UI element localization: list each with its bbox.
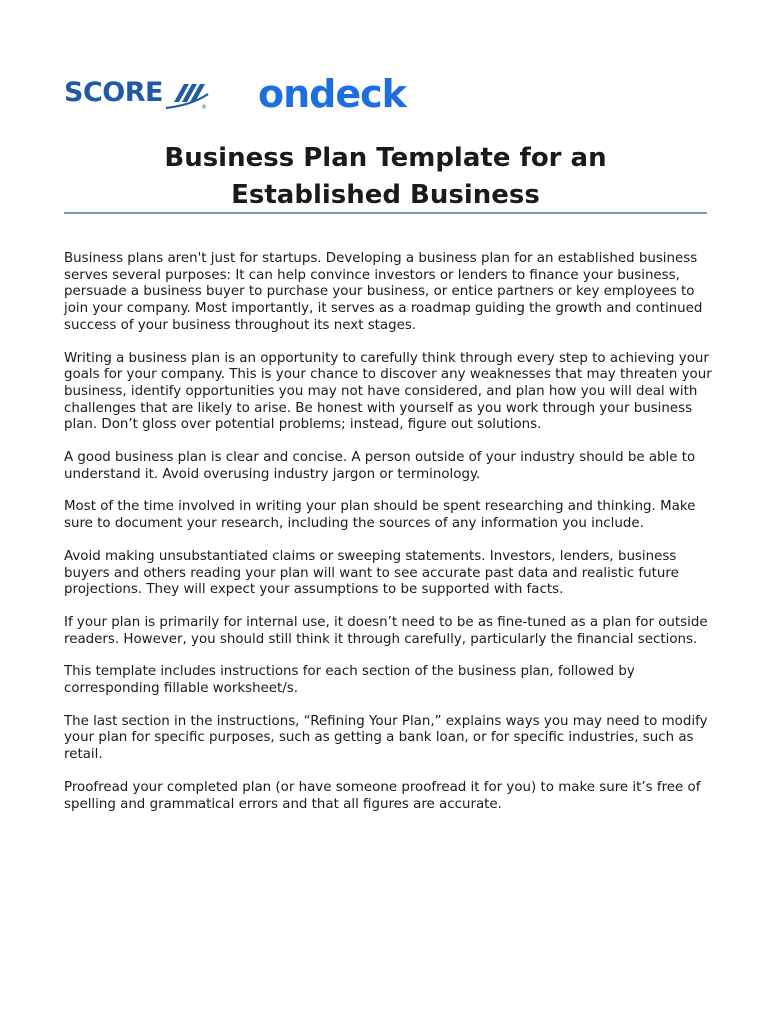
page-title xyxy=(64,140,707,214)
paragraph: A good business plan is clear and concise. A person outside of your industry should be able to understand it. Avoid overusing industry jargon or terminology. xyxy=(64,450,696,482)
title-divider xyxy=(64,212,707,214)
paragraph: Writing a business plan is an opportunity to carefully think through every step to achieving your goals for your company. This is your chance to discover any weaknesses that may threaten your business, identify opportunities you may not have considered, and plan how you will deal with challenges that are likely to arise. Be honest with yourself as you work through your business plan. Don’t gloss over potential problems; instead, figure out solutions. xyxy=(64,350,712,433)
title-line-1: Business Plan Template for an xyxy=(164,143,607,173)
title-line-2: Established Business xyxy=(231,180,540,210)
score-wordmark: SCORE xyxy=(64,77,163,108)
paragraph: Proofread your completed plan (or have someone proofread it for you) to make sure it’s free of spelling and grammatical errors and that all figures are accurate. xyxy=(64,779,701,812)
ondeck-logo: ondeck xyxy=(258,72,406,116)
paragraph: This template includes instructions for each section of the business plan, followed by corresponding fillable worksheet/s. xyxy=(64,664,635,697)
paragraph: The last section in the instructions, “Refining Your Plan,” explains ways you may need to modify your plan for specific purposes, such as getting a bank loan, or for specific industries, such as retail. xyxy=(64,713,708,763)
paragraph: Business plans aren't just for startups. Developing a business plan for an established business serves several purposes: It can help convince investors or lenders to finance your business, persuade a business buyer to purchase your business, or entice partners or key employees to join your company. Most importantly, it serves as a roadmap guiding the growth and continued success of your business throughout its next stages. xyxy=(64,251,703,333)
paragraph: If your plan is primarily for internal use, it doesn’t need to be as fine-tuned as a plan for outside readers. However, you should still think it through carefully, particularly the financial sections. xyxy=(64,614,708,647)
registered-mark-icon: ® xyxy=(201,104,207,111)
body-text xyxy=(64,251,714,829)
paragraph: Most of the time involved in writing your plan should be spent researching and thinking. Make sure to document your research, including the sources of any information you include. xyxy=(64,499,696,532)
score-logo xyxy=(64,78,210,110)
paragraph: Avoid making unsubstantiated claims or sweeping statements. Investors, lenders, business buyers and others reading your plan will want to see accurate past data and realistic future projections. They will expect your assumptions to be supported with facts. xyxy=(64,548,679,598)
